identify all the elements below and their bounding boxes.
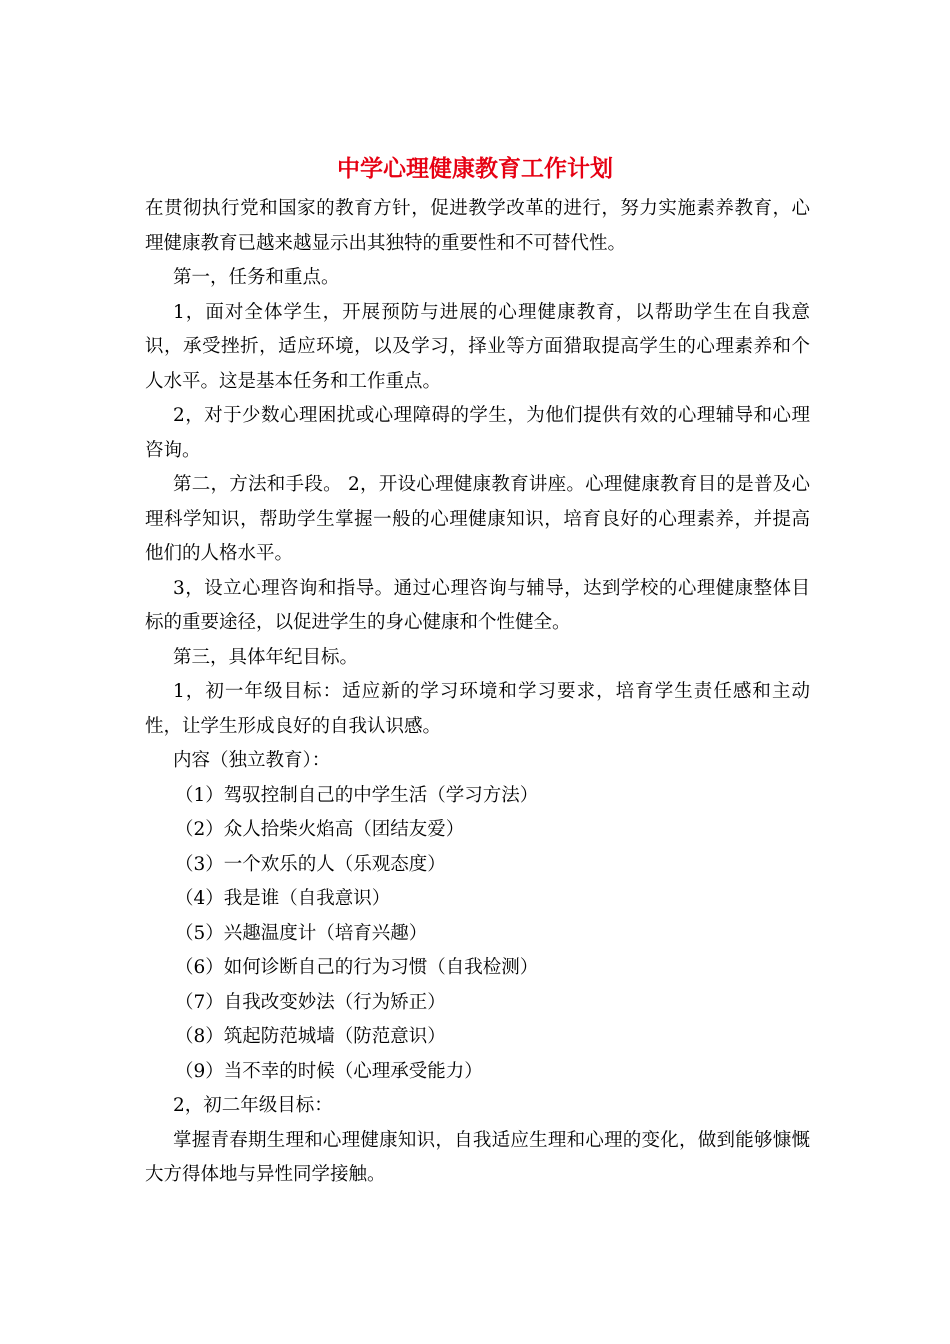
document-title: 中学心理健康教育工作计划: [337, 155, 613, 182]
paragraph: 2，对于少数心理困扰或心理障碍的学生，为他们提供有效的心理辅导和心理咨询。: [145, 405, 810, 461]
paragraph: 1，面对全体学生，开展预防与进展的心理健康教育，以帮助学生在自我意识，承受挫折，适应环境，以及学习，择业等方面猎取提高学生的心理素养和个人水平。这是基本任务和工作重点。: [145, 301, 810, 392]
paragraph: 内容（独立教育）：: [173, 750, 331, 771]
paragraph: 1，初一年级目标：适应新的学习环境和学习要求，培育学生责任感和主动性，让学生形成良好的自我认识感。: [145, 681, 810, 737]
list-item: （2）众人拾柴火焰高（团结友爱）: [175, 819, 465, 840]
list-item: （5）兴趣温度计（培育兴趣）: [175, 922, 428, 944]
document-body: [145, 192, 810, 1193]
paragraph: 第一，任务和重点。: [173, 267, 340, 288]
list-item: （3）一个欢乐的人（乐观态度）: [175, 853, 446, 875]
list-item: （7）自我改变妙法（行为矫正）: [175, 991, 446, 1013]
paragraph: 第三，具体年纪目标。: [173, 646, 359, 668]
paragraph: 第二，方法和手段。 2，开设心理健康教育讲座。心理健康教育目的是普及心理科学知识，帮助学生掌握一般的心理健康知识，培育良好的心理素养，并提高他们的人格水平。: [145, 474, 810, 564]
list-item: （4）我是谁（自我意识）: [175, 888, 391, 909]
paragraph: 掌握青春期生理和心理健康知识，自我适应生理和心理的变化，做到能够慷慨大方得体地与异性同学接触。: [145, 1129, 810, 1185]
list-item: （1）驾驭控制自己的中学生活（学习方法）: [175, 784, 539, 806]
list-item: （6）如何诊断自己的行为习惯（自我检测）: [175, 957, 539, 978]
paragraph: 3，设立心理咨询和指导。通过心理咨询与辅导，达到学校的心理健康整体目标的重要途径，以促进学生的身心健康和个性健全。: [145, 577, 810, 633]
paragraph: 2，初二年级目标：: [173, 1095, 333, 1116]
list-item: （9）当不幸的时候（心理承受能力）: [175, 1060, 483, 1082]
paragraph: 在贯彻执行党和国家的教育方针，促进教学改革的进行，努力实施素养教育，心理健康教育已越来越显示出其独特的重要性和不可替代性。: [145, 198, 810, 254]
list-item: （8）筑起防范城墙（防范意识）: [175, 1026, 446, 1047]
